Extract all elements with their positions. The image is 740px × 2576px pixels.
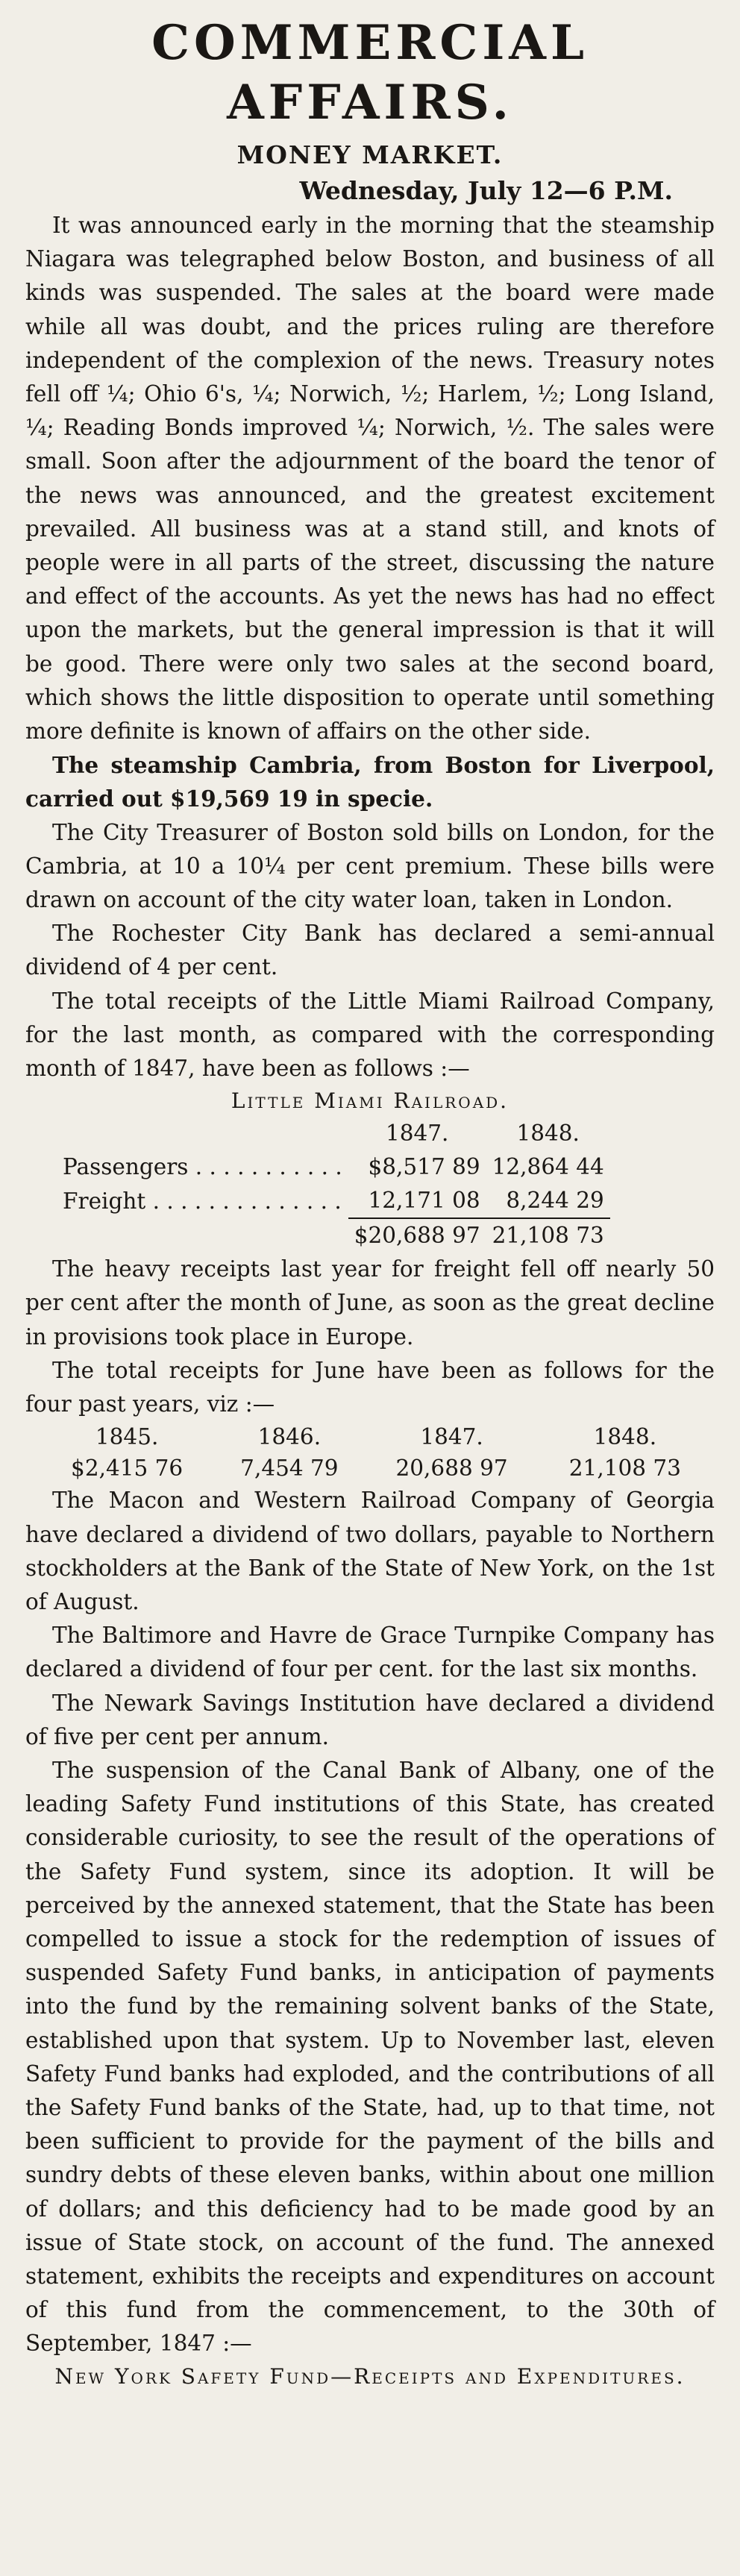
safety-fund-table-title: New York Safety Fund—Receipts and Expenditures. bbox=[54, 2363, 686, 2389]
paragraph-baltimore-turnpike: The Baltimore and Havre de Grace Turnpike Company has declared a dividend of four per cent. for the last six months. bbox=[25, 1623, 715, 1682]
dateline: Wednesday, July 12—6 P.M. bbox=[299, 176, 673, 205]
june-receipts-table bbox=[40, 1421, 712, 1484]
cell-total-1848: 21,108 73 bbox=[486, 1218, 610, 1253]
table-header-row bbox=[40, 1421, 712, 1452]
year-1846: 1846. bbox=[257, 1424, 322, 1450]
paragraph-canal-bank: The suspension of the Canal Bank of Albany, one of the leading Safety Fund institutions of this State, has created considerable curiosity, to see the result of the operations of the Safety Fund system, since its adoption. It will be perceived by the annexed statement, that the State has been compelled to issue a stock for the redemption of issues of suspended Safety Fund banks, in anticipation of payments into the fund by the remaining solvent banks of the State, established upon that system. Up to November last, eleven Safety Fund banks had exploded, and the contributions of all the Safety Fund banks of the State, had, up to that time, not been sufficient to provide for the payment of the bills and sundry debts of these eleven banks, within about one million of dollars; and this deficiency had to be made good by an issue of State stock, on account of the fund. The annexed statement, exhibits the receipts and expenditures on account of this fund from the commencement, to the 30th of September, 1847 :— bbox=[25, 1757, 715, 2357]
paragraph-rochester-dividend: The Rochester City Bank has declared a semi-annual dividend of 4 per cent. bbox=[25, 921, 715, 980]
paragraph-june-intro: The total receipts for June have been as follows for the four past years, viz :— bbox=[25, 1357, 715, 1417]
value-1845: $2,415 76 bbox=[71, 1455, 184, 1482]
paragraph-newark-savings: The Newark Savings Institution have declared a dividend of five per cent per annum. bbox=[25, 1690, 715, 1749]
paragraph-little-miami-intro: The total receipts of the Little Miami Railroad Company, for the last month, as compared with the corresponding month of 1847, have been as follows :— bbox=[25, 988, 715, 1082]
row-label-freight: Freight . . . . . . . . . . . . . . bbox=[63, 1188, 342, 1214]
paragraph-boston-bills: The City Treasurer of Boston sold bills on London, for the Cambria, at 10 a 10¼ per cent premium. These bills were drawn on account of the city water loan, taken in London. bbox=[25, 819, 715, 913]
section-title: MONEY MARKET. bbox=[236, 140, 504, 169]
cell-passengers-1848: 12,864 44 bbox=[492, 1154, 604, 1180]
table-total-row bbox=[57, 1218, 610, 1253]
column-header-1848: 1848. bbox=[516, 1121, 580, 1147]
paragraph-niagara-news: It was announced early in the morning that the steamship Niagara was telegraphed below Boston, and business of all kinds was suspended. The sales at the board were made while all was doubt, and the prices ruling are therefore independent of the complexion of the news. Treasury notes fell off ¼; Ohio 6's, ¼; Norwich, ½; Harlem, ½; Long Island, ¼; Reading Bonds improved ¼; Norwich, ½. The sales were small. Soon after the adjournment of the board the tenor of the news was announced, and the greatest excitement prevailed. All business was at a stand still, and knots of people were in all parts of the street, discussing the nature and effect of the accounts. As yet the news has had no effect upon the markets, but the general impression is that it will be good. There were only two sales at the second board, which shows the little disposition to operate until something more definite is known of affairs on the other side. bbox=[25, 213, 715, 745]
year-1848: 1848. bbox=[593, 1424, 657, 1450]
paragraph-macon-western: The Macon and Western Railroad Company of Georgia have declared a dividend of two dollars, payable to Northern stockholders at the Bank of the State of New York, on the 1st of August. bbox=[25, 1488, 715, 1614]
paragraph-cambria-specie: The steamship Cambria, from Boston for Liverpool, carried out $19,569 19 in specie. bbox=[25, 752, 715, 812]
cell-freight-1848: 8,244 29 bbox=[506, 1188, 604, 1214]
railroad-receipts-table bbox=[57, 1117, 610, 1253]
masthead: COMMERCIAL AFFAIRS. bbox=[151, 15, 589, 131]
row-label-passengers: Passengers . . . . . . . . . . . bbox=[63, 1154, 342, 1180]
table-header-row bbox=[57, 1117, 610, 1150]
year-1847: 1847. bbox=[420, 1424, 483, 1450]
cell-total-1847: $20,688 97 bbox=[348, 1218, 486, 1253]
year-1845: 1845. bbox=[95, 1424, 159, 1450]
railroad-table-title: Little Miami Railroad. bbox=[231, 1088, 509, 1114]
table-row bbox=[57, 1150, 610, 1184]
value-1846: 7,454 79 bbox=[240, 1455, 339, 1482]
paragraph-freight-decline: The heavy receipts last year for freight fell off nearly 50 per cent after the month of June, as soon as the great decline in provisions took place in Europe. bbox=[25, 1256, 715, 1350]
table-row bbox=[57, 1184, 610, 1218]
value-1848: 21,108 73 bbox=[568, 1455, 681, 1482]
cell-freight-1847: 12,171 08 bbox=[368, 1188, 480, 1214]
table-row bbox=[40, 1452, 712, 1484]
value-1847: 20,688 97 bbox=[395, 1455, 508, 1482]
column-header-1847: 1847. bbox=[385, 1121, 449, 1147]
cell-passengers-1847: $8,517 89 bbox=[368, 1154, 480, 1180]
